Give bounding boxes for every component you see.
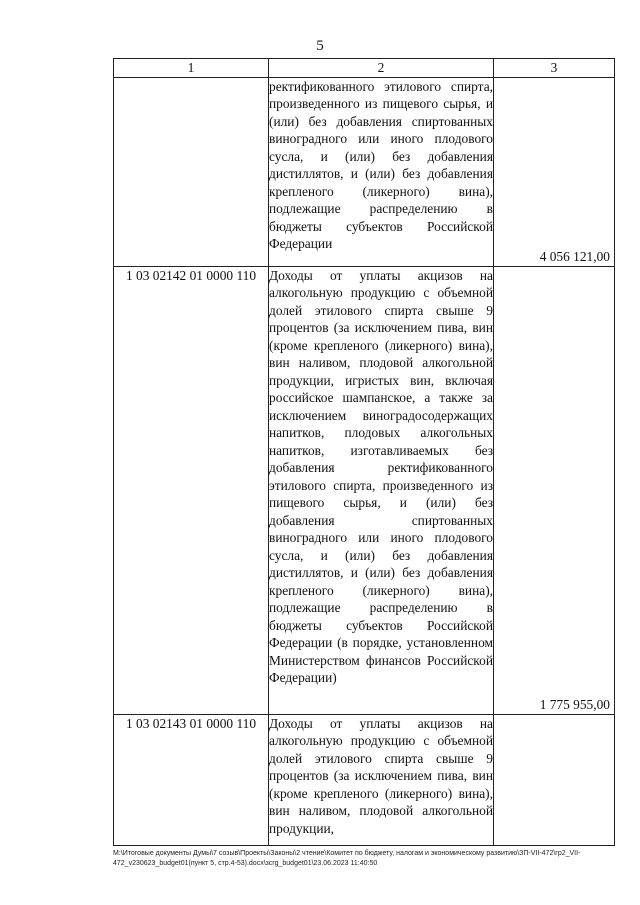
description-cell: Доходы от уплаты акцизов на алкогольную продукцию с объемной долей этилового спирта свыше 9 процентов (за исключением пива, вин (кроме крепленого (ликерного) вина), вин наливом, плодовой алкогольной продукции, игристых вин, включая российское шампанское, а также за исключением виноградосодержащих напитков, плодовых алкогольных напитков, изготавливаемых без добавления ректификованного этилового спирта, произведенного из пищевого сырья, и (или) без добавления спиртованных виноградного или иного плодового сусла, и (или) без добавления дистиллятов, и (или) без добавления крепленого (ликерного) вина), подлежащие распределению в бюджеты субъектов Российской Федерации (в порядке, установленном Министерством финансов Российской Федерации): [269, 266, 494, 714]
budget-table: [113, 58, 615, 846]
file-path-footer: M:\Итоговые документы Думы\7 созыв\Проекты\Законы\2 чтение\Комитет по бюджету, налогам и экономическому развитию\ЗП-VII-472\гр2_VII-472_v230623_budget01(пункт 5, стр.4-53).docx\зсrg_budget01\23.06.2023 11:40:50: [113, 850, 581, 867]
budget-code-cell: 1 03 02142 01 0000 110: [114, 266, 269, 714]
column-header: 1: [114, 59, 269, 78]
budget-code-cell: 1 03 02143 01 0000 110: [114, 714, 269, 845]
page-number: 5: [316, 38, 324, 54]
amount-cell: 1 775 955,00: [494, 266, 615, 714]
column-header: 3: [494, 59, 615, 78]
column-header: 2: [269, 59, 494, 78]
table-row: [114, 714, 615, 845]
table-row: [114, 266, 615, 714]
table-row: [114, 77, 615, 266]
description-cell: ректификованного этилового спирта, произведенного из пищевого сырья, и (или) без добавления спиртованных виноградного или иного плодового сусла, и (или) без добавления дистиллятов, и (или) без добавления крепленого (ликерного) вина), подлежащие распределению в бюджеты субъектов Российской Федерации: [269, 77, 494, 266]
table-header-row: [114, 59, 615, 78]
description-cell: Доходы от уплаты акцизов на алкогольную продукцию с объемной долей этилового спирта свыше 9 процентов (за исключением пива, вин (кроме крепленого (ликерного) вина), вин наливом, плодовой алкогольной продукции,: [269, 714, 494, 845]
budget-code-cell: [114, 77, 269, 266]
amount-cell: 4 056 121,00: [494, 77, 615, 266]
amount-cell: [494, 714, 615, 845]
